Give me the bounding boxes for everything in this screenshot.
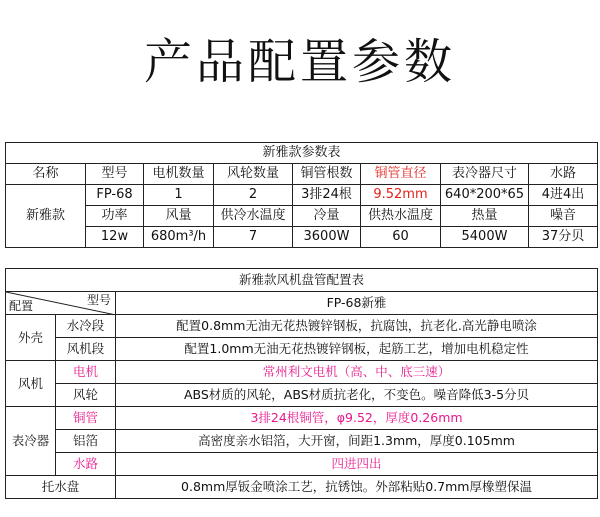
- value-cell: 5400W: [441, 227, 529, 248]
- group-label: 托水盘: [6, 476, 116, 499]
- config-row: [6, 476, 598, 499]
- corner-header: [6, 292, 116, 315]
- value-cell: 4进4出: [529, 185, 598, 206]
- group-label: 表冷器: [6, 407, 56, 476]
- value-cell: 37分贝: [529, 227, 598, 248]
- item-value: 配置1.0mm无油无花热镀锌钢板，起筋工艺，增加电机稳定性: [116, 338, 598, 361]
- item-label: 水冷段: [56, 315, 116, 338]
- config-table-caption: 新雅款风机盘管配置表: [6, 269, 598, 292]
- header-cell: 风量: [144, 206, 214, 227]
- corner-top-label: 型号: [86, 293, 111, 307]
- row-label: 新雅款: [6, 185, 86, 248]
- item-value: 常州利文电机（高、中、底三速）: [116, 361, 598, 384]
- header-cell: 表冷器尺寸: [441, 164, 529, 185]
- value-cell: 1: [144, 185, 214, 206]
- header-cell: 名称: [6, 164, 86, 185]
- page-title: 产品配置参数: [143, 34, 456, 90]
- header-cell: 水路: [529, 164, 598, 185]
- params-value-row-1: [6, 185, 598, 206]
- item-label: 风机段: [56, 338, 116, 361]
- item-value: 3排24根铜管，φ9.52，厚度0.26mm: [116, 407, 598, 430]
- config-row: [6, 453, 598, 476]
- value-cell: 640*200*65: [441, 185, 529, 206]
- header-cell: 电机数量: [144, 164, 214, 185]
- corner-bottom-label: 配置: [9, 299, 34, 313]
- model-cell: FP-68新雅: [116, 292, 598, 315]
- header-cell: 热量: [441, 206, 529, 227]
- value-cell: 3600W: [293, 227, 361, 248]
- value-cell: 680m³/h: [144, 227, 214, 248]
- item-label: 铝箔: [56, 430, 116, 453]
- params-header-row-2: [6, 206, 598, 227]
- params-table: [5, 142, 598, 248]
- item-label: 铜管: [56, 407, 116, 430]
- config-row: [6, 361, 598, 384]
- params-header-row-1: [6, 164, 598, 185]
- item-value: 0.8mm厚钣金喷涂工艺，抗锈蚀。外部粘贴0.7mm厚橡塑保温: [116, 476, 598, 499]
- config-table: [5, 268, 598, 499]
- header-cell: 功率: [86, 206, 144, 227]
- value-cell: FP-68: [86, 185, 144, 206]
- config-row: [6, 315, 598, 338]
- item-label: 水路: [56, 453, 116, 476]
- value-cell: 60: [361, 227, 441, 248]
- header-cell: 供热水温度: [361, 206, 441, 227]
- header-cell-highlight: 铜管直径: [361, 164, 441, 185]
- header-cell: 风轮数量: [214, 164, 293, 185]
- group-label: 外壳: [6, 315, 56, 361]
- config-row: [6, 384, 598, 407]
- header-cell: 冷量: [293, 206, 361, 227]
- value-cell: 7: [214, 227, 293, 248]
- item-value: 四进四出: [116, 453, 598, 476]
- item-value: 高密度亲水铝箔，大开窗，间距1.3mm，厚度0.105mm: [116, 430, 598, 453]
- header-cell: 供冷水温度: [214, 206, 293, 227]
- header-cell: 型号: [86, 164, 144, 185]
- value-cell-highlight: 9.52mm: [361, 185, 441, 206]
- item-label: 风轮: [56, 384, 116, 407]
- header-cell: 铜管根数: [293, 164, 361, 185]
- value-cell: 12w: [86, 227, 144, 248]
- group-label: 风机: [6, 361, 56, 407]
- config-header-row: [6, 292, 598, 315]
- params-table-caption: 新雅款参数表: [6, 143, 598, 164]
- value-cell: 3排24根: [293, 185, 361, 206]
- item-value: 配置0.8mm无油无花热镀锌钢板，抗腐蚀，抗老化.高光静电喷涂: [116, 315, 598, 338]
- value-cell: 2: [214, 185, 293, 206]
- item-label: 电机: [56, 361, 116, 384]
- config-row: [6, 338, 598, 361]
- config-row: [6, 430, 598, 453]
- header-cell: 噪音: [529, 206, 598, 227]
- params-value-row-2: [6, 227, 598, 248]
- config-row: [6, 407, 598, 430]
- item-value: ABS材质的风轮，ABS材质抗老化，不变色。噪音降低3-5分贝: [116, 384, 598, 407]
